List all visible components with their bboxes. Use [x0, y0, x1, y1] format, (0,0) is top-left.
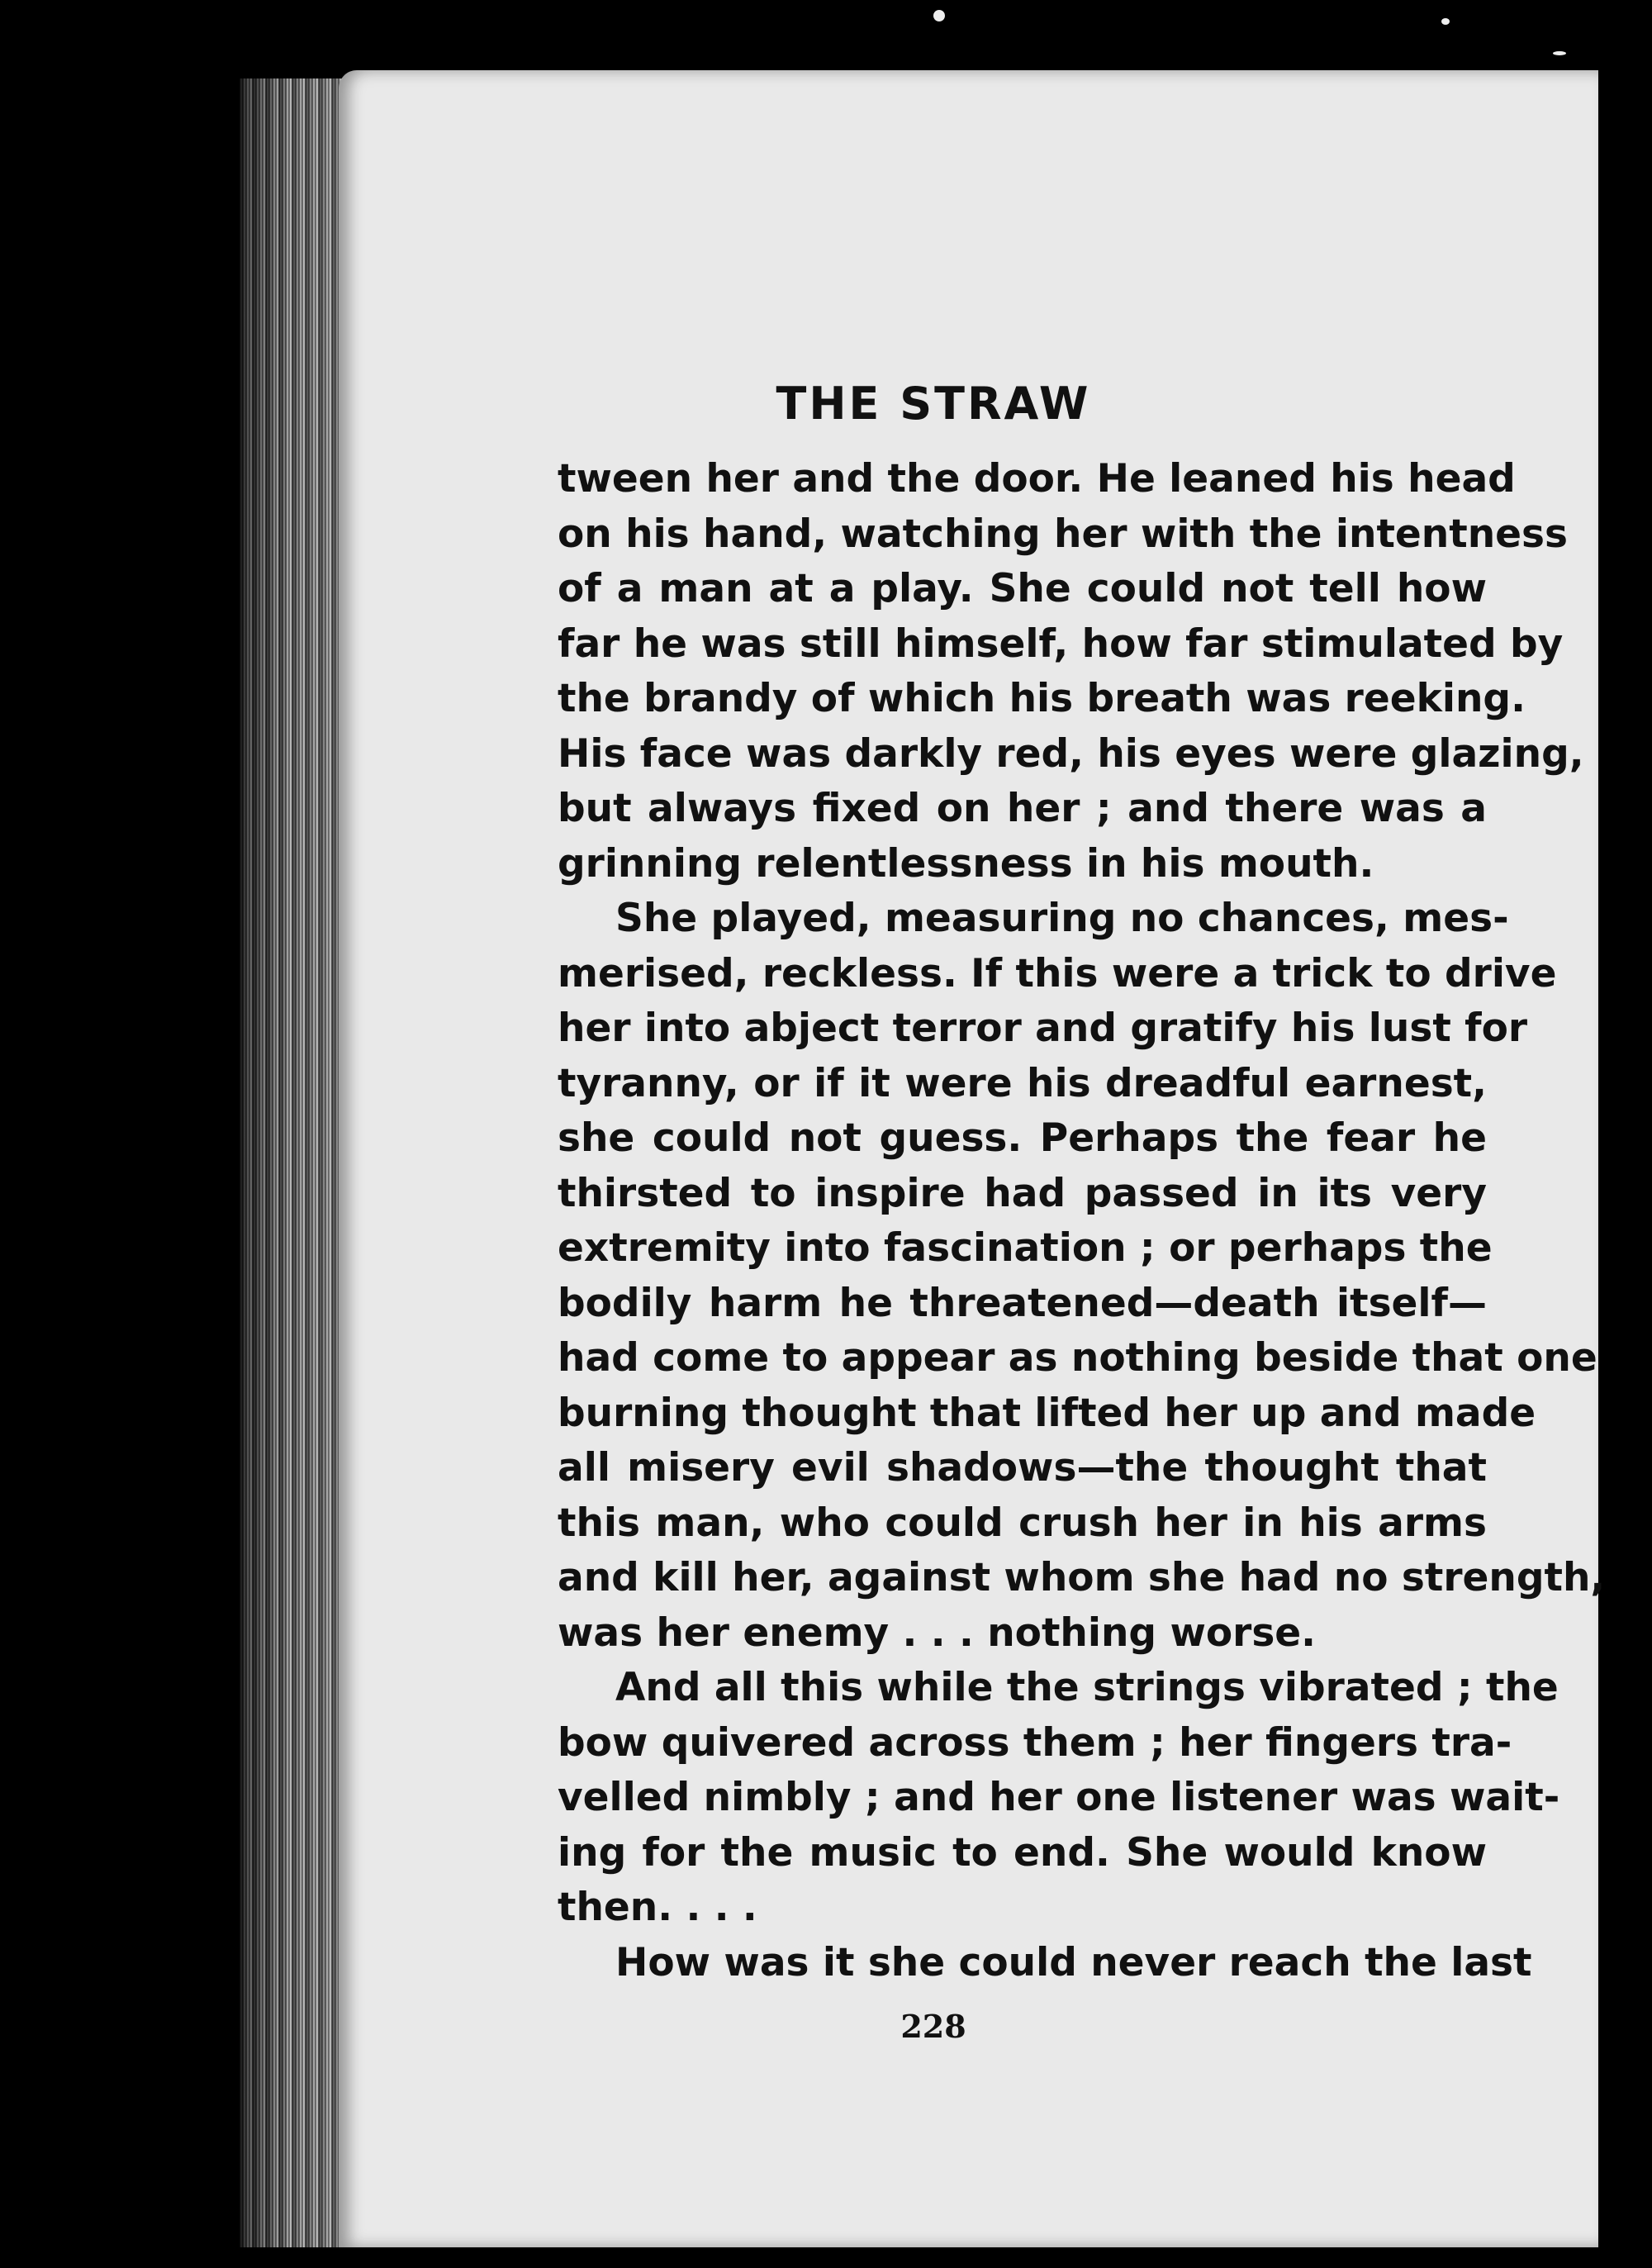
text-line: merised, reckless. If this were a trick to drive [558, 950, 1557, 996]
text-line: this man, who could crush her in his arms [558, 1500, 1487, 1546]
text-line: extremity into fascination ; or perhaps the [558, 1225, 1493, 1271]
page-surface [339, 70, 1606, 2247]
text-line: She played, measuring no chances, mes- [615, 896, 1509, 941]
text-line: grinning relentlessness in his mouth. [558, 840, 1374, 887]
text-line: His face was darkly red, his eyes were glazing, [558, 730, 1584, 777]
text-line: tyranny, or if it were his dreadful earnest, [558, 1060, 1487, 1106]
text-line: she could not guess. Perhaps the fear he [558, 1115, 1487, 1161]
text-line: ing for the music to end. She would know [558, 1829, 1487, 1876]
text-line: far he was still himself, how far stimulated by [558, 620, 1564, 667]
text-line: on his hand, watching her with the intentness [558, 511, 1569, 557]
scan-speck [1553, 51, 1566, 55]
text-line: but always fixed on her ; and there was a [558, 786, 1487, 831]
text-line: bodily harm he threatened—death itself— [558, 1280, 1487, 1326]
page-number: 228 [900, 2008, 966, 2045]
scan-speck [933, 10, 945, 21]
text-line: How was it she could never reach the last [615, 1939, 1532, 1985]
text-line: burning thought that lifted her up and made [558, 1390, 1536, 1436]
text-line: And all this while the strings vibrated ; the [615, 1665, 1559, 1710]
body-text [558, 452, 1606, 1990]
text-line: then. . . . [558, 1885, 757, 1930]
scan-speck [1441, 18, 1450, 25]
text-line: the brandy of which his breath was reeking. [558, 676, 1526, 721]
text-line: thirsted to inspire had passed in its very [558, 1170, 1487, 1216]
text-line: bow quivered across them ; her fingers tra- [558, 1719, 1512, 1766]
running-head: THE STRAW [776, 378, 1091, 430]
text-line: her into abject terror and gratify his lust for [558, 1006, 1528, 1051]
text-line: velled nimbly ; and her one listener was wait- [558, 1775, 1560, 1820]
text-line: had come to appear as nothing beside that one [558, 1335, 1597, 1381]
text-line: all misery evil shadows—the thought that [558, 1445, 1487, 1491]
text-line: tween her and the door. He leaned his head [558, 456, 1516, 502]
text-line: and kill her, against whom she had no strength, [558, 1555, 1606, 1600]
text-line: was her enemy . . . nothing worse. [558, 1609, 1317, 1656]
text-line: of a man at a play. She could not tell how [558, 566, 1487, 611]
book-page-edges [240, 78, 347, 2247]
